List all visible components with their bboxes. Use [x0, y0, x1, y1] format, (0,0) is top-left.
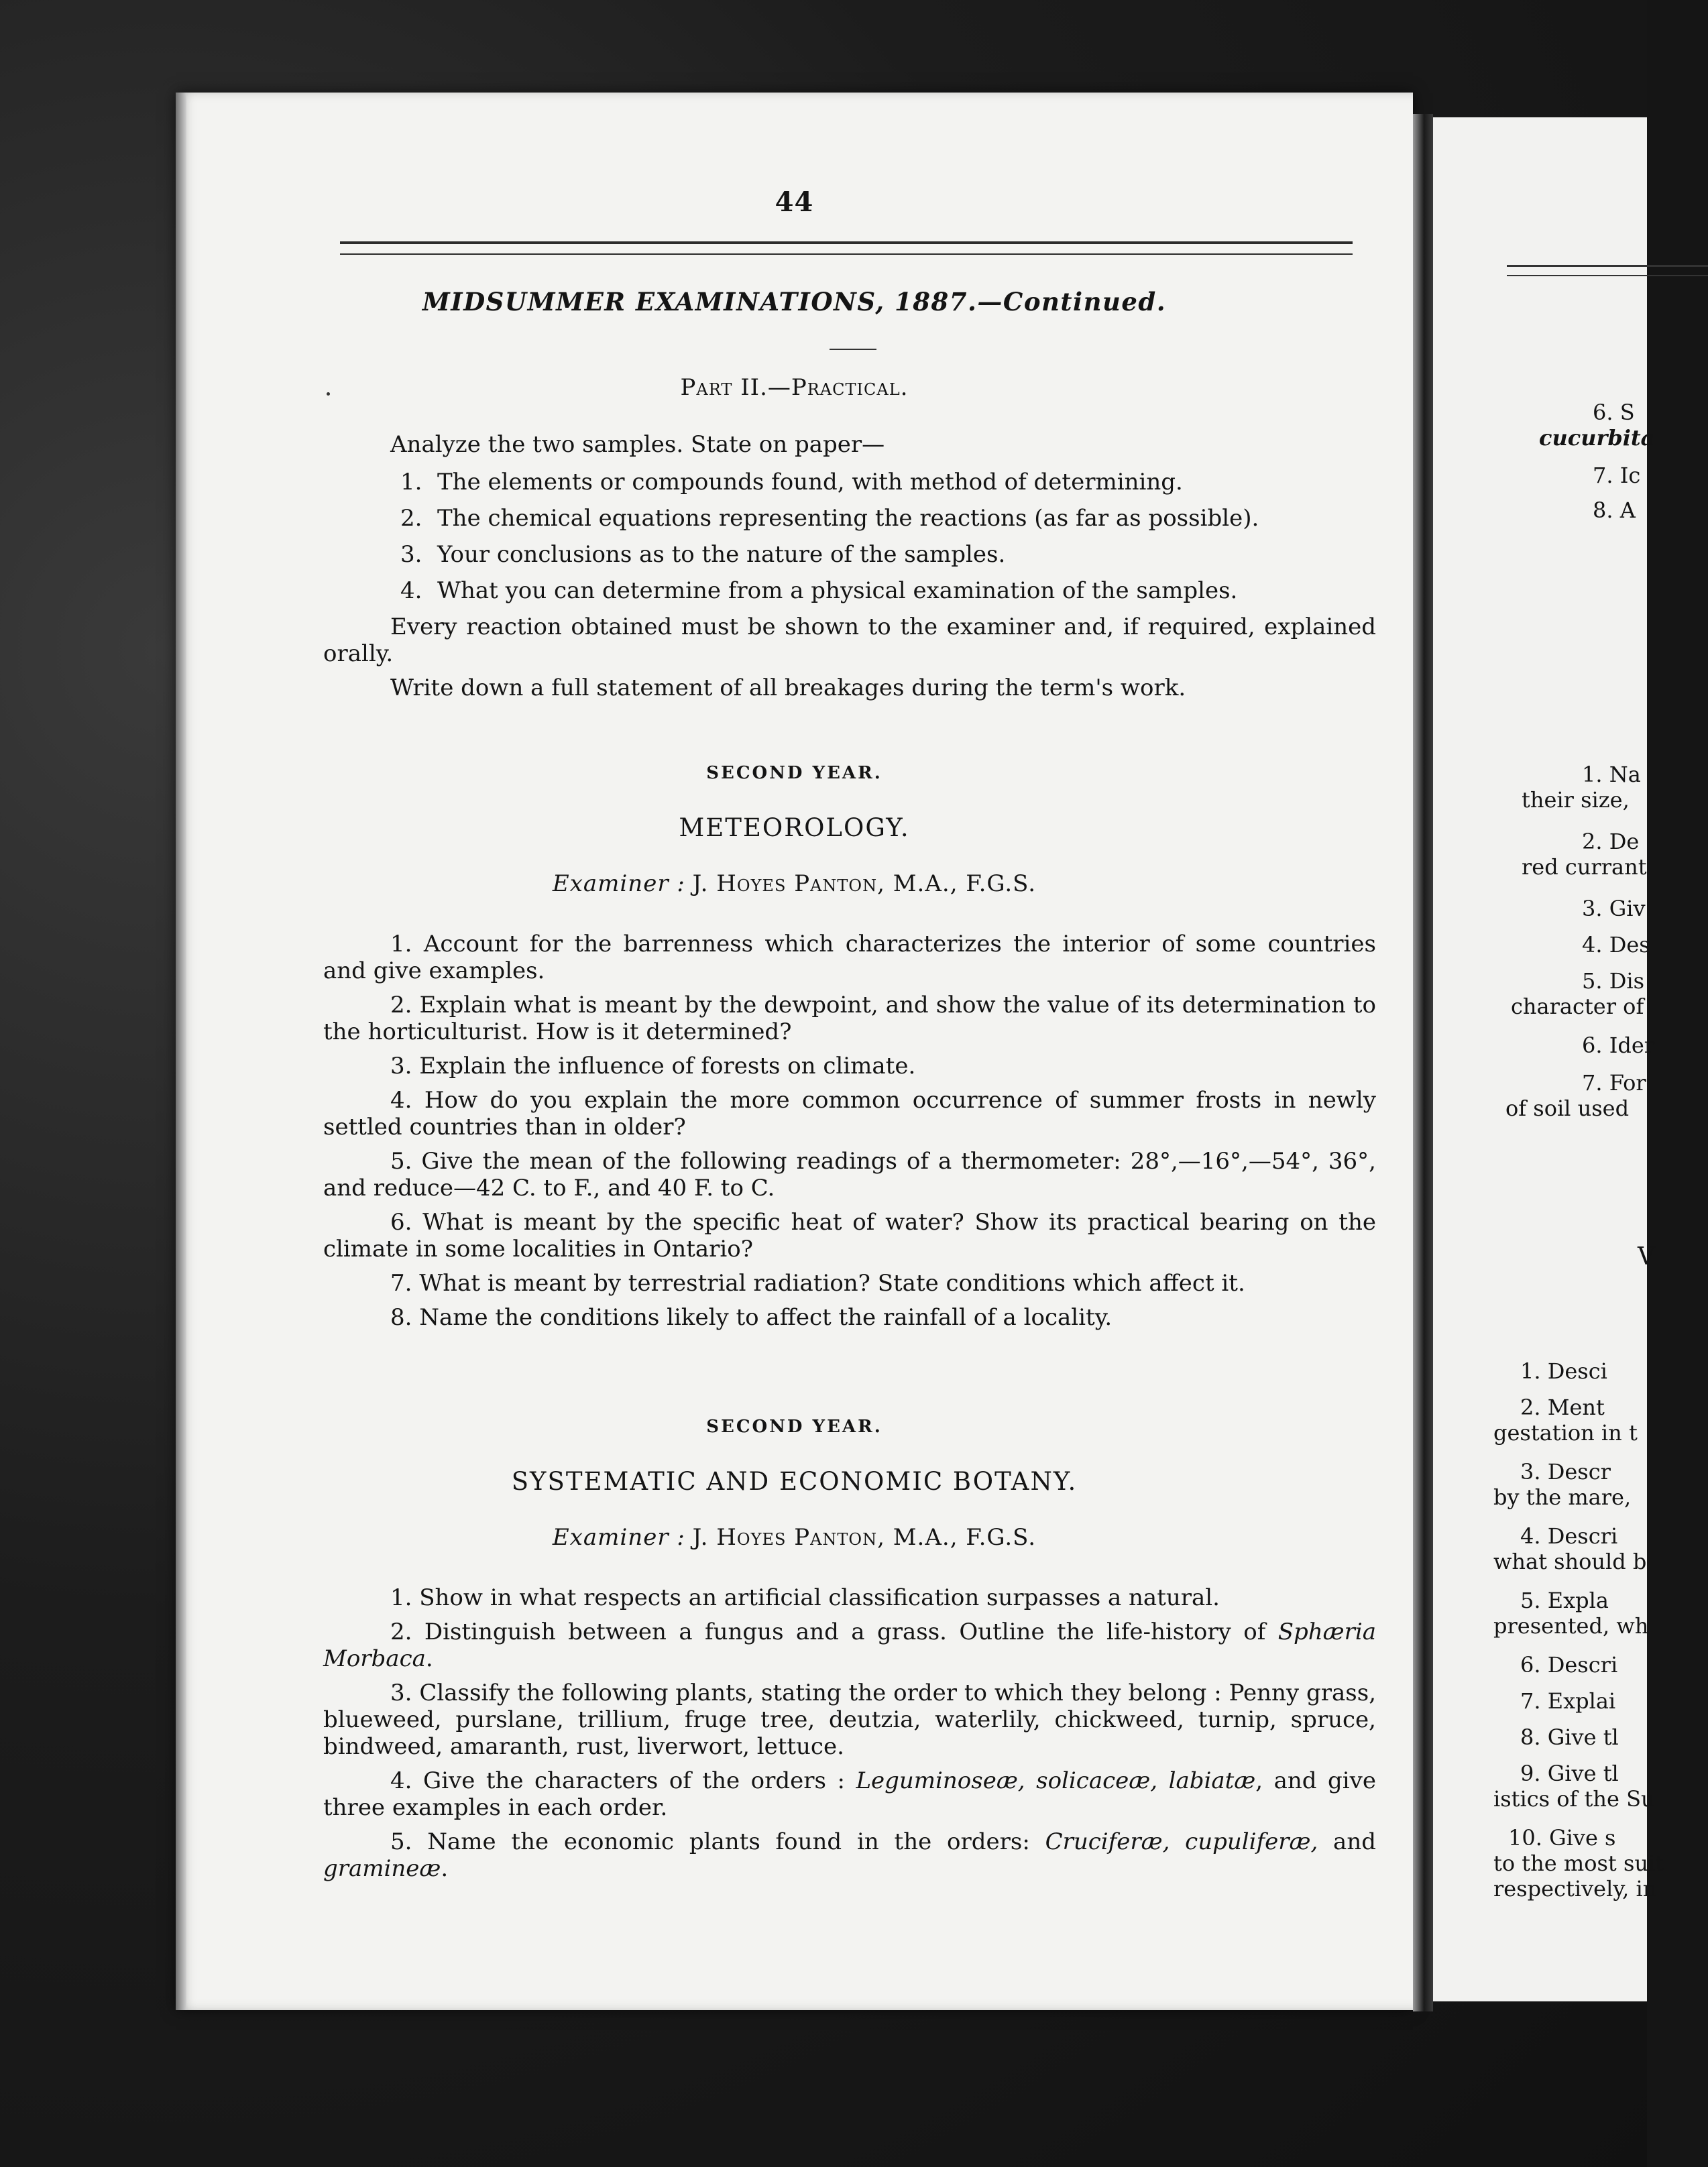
practical-item: 1. The elements or compounds found, with method of determining.	[400, 469, 1183, 495]
examiner-name: J. Hoyes Panton, M.A., F.G.S.	[692, 870, 1037, 897]
year-heading: SECOND YEAR.	[706, 763, 883, 783]
scan-speck	[327, 392, 330, 396]
question: 5. Name the economic plants found in the orders: Cruciferæ, cupuliferæ, and gramineæ.	[323, 1828, 1376, 1882]
right-fragment: V	[1638, 1243, 1655, 1271]
right-fragment: 2. De	[1582, 829, 1640, 854]
right-fragment: 4. Descri	[1520, 1523, 1618, 1549]
right-fragment: 1. Desci	[1520, 1358, 1607, 1384]
right-fragment: 4. Des	[1582, 932, 1650, 957]
right-header-rule	[1507, 265, 1708, 276]
botany-questions	[323, 1584, 1376, 1889]
part-heading: Part II.—Practical.	[680, 374, 909, 401]
practical-intro: Analyze the two samples. State on paper—	[390, 431, 885, 458]
examiner-label: Examiner :	[552, 870, 685, 897]
page-number: 44	[775, 186, 814, 218]
right-fragment: cucurbita	[1539, 425, 1655, 451]
right-fragment: gestation in t	[1493, 1420, 1638, 1446]
right-fragment: 2. Ment	[1520, 1395, 1605, 1420]
page-edge-shadow	[176, 93, 186, 2010]
right-fragment: respectively, in	[1493, 1876, 1657, 1901]
question: 4. How do you explain the more common occurrence of summer frosts in newly settled countries than in older?	[323, 1087, 1376, 1140]
examiner-label: Examiner :	[552, 1524, 685, 1551]
examiner-name: J. Hoyes Panton, M.A., F.G.S.	[692, 1524, 1037, 1551]
right-fragment: to the most suit	[1493, 1851, 1664, 1876]
practical-item: 3. Your conclusions as to the nature of the samples.	[400, 541, 1006, 568]
right-fragment: istics of the Su	[1493, 1786, 1655, 1812]
header-double-rule	[340, 241, 1353, 255]
right-fragment: what should b	[1493, 1549, 1647, 1574]
right-fragment: 8. Give tl	[1520, 1724, 1619, 1750]
right-fragment: their size,	[1522, 787, 1630, 813]
right-fragment: 6. Ider	[1582, 1033, 1655, 1058]
practical-note: Write down a full statement of all breakages during the term's work.	[390, 675, 1186, 701]
practical-note: Every reaction obtained must be shown to the examiner and, if required, explained orally.	[323, 613, 1376, 667]
question: 3. Explain the influence of forests on climate.	[390, 1053, 916, 1079]
question: 8. Name the conditions likely to affect the rainfall of a locality.	[390, 1304, 1113, 1331]
question: 4. Give the characters of the orders : Leguminoseæ, solicaceæ, labiatæ, and give three examples in each order.	[323, 1767, 1377, 1821]
right-fragment: 7. Ic	[1593, 463, 1641, 488]
right-fragment: 1. Na	[1582, 762, 1641, 787]
subject-heading: METEOROLOGY.	[679, 813, 910, 842]
right-fragment: 5. Expla	[1520, 1588, 1609, 1613]
running-head: MIDSUMMER EXAMINATIONS, 1887.—Continued.	[422, 287, 1167, 316]
practical-section	[323, 431, 1376, 709]
subject-heading: SYSTEMATIC AND ECONOMIC BOTANY.	[511, 1467, 1078, 1496]
question: 7. What is meant by terrestrial radiation? State conditions which affect it.	[390, 1270, 1245, 1297]
right-fragment: of soil used	[1505, 1096, 1630, 1121]
right-fragment: 9. Give tl	[1520, 1761, 1619, 1786]
right-fragment: by the mare,	[1493, 1484, 1632, 1510]
right-fragment: 6. S	[1593, 400, 1635, 425]
short-rule	[830, 349, 876, 350]
right-fragment: 3. Descr	[1520, 1459, 1611, 1484]
right-fragment: 6. Descri	[1520, 1652, 1618, 1678]
question: 1. Show in what respects an artificial classification surpasses a natural.	[390, 1584, 1220, 1611]
year-heading: SECOND YEAR.	[706, 1417, 883, 1437]
book-gutter	[1413, 114, 1433, 2011]
meteorology-questions	[323, 931, 1376, 1338]
practical-item: 4. What you can determine from a physical examination of the samples.	[400, 577, 1238, 604]
question: 5. Give the mean of the following readings of a thermometer: 28°,—16°,—54°, 36°, and reduce—42 C. to F., and 40 F. to C.	[323, 1148, 1376, 1202]
right-fragment: presented, wh	[1493, 1613, 1649, 1639]
right-fragment: 3. Giv	[1582, 896, 1646, 921]
right-page	[1433, 117, 1664, 2001]
right-fragment: 8. A	[1593, 497, 1636, 523]
left-page	[176, 93, 1413, 2010]
examiner-line	[176, 1524, 1413, 1551]
question: 2. Distinguish between a fungus and a grass. Outline the life-history of Sphæria Morbaca.	[323, 1619, 1376, 1672]
examiner-line	[176, 870, 1413, 897]
question: 1. Account for the barrenness which characterizes the interior of some countries and give examples.	[323, 931, 1376, 984]
right-fragment: character of	[1511, 994, 1644, 1019]
right-fragment: 7. Explai	[1520, 1688, 1616, 1714]
right-fragment: red currant	[1522, 854, 1647, 880]
right-fragment: 5. Dis	[1582, 968, 1645, 994]
question: 3. Classify the following plants, stating the order to which they belong : Penny grass, blueweed, purslane, trillium, fruge tree, deutzia, waterlily, chickweed, turnip, spruce, bindweed, amaranth, rust, liverwort, lettuce.	[323, 1680, 1376, 1760]
right-fragment: 10. Give s	[1508, 1825, 1616, 1851]
question: 6. What is meant by the specific heat of water? Show its practical bearing on the climate in some localities in Ontario?	[323, 1209, 1376, 1263]
right-fragment: 7. For	[1582, 1070, 1646, 1096]
question: 2. Explain what is meant by the dewpoint, and show the value of its determination to the horticulturist. How is it determined?	[323, 992, 1376, 1045]
practical-item: 2. The chemical equations representing the reactions (as far as possible).	[400, 505, 1259, 532]
